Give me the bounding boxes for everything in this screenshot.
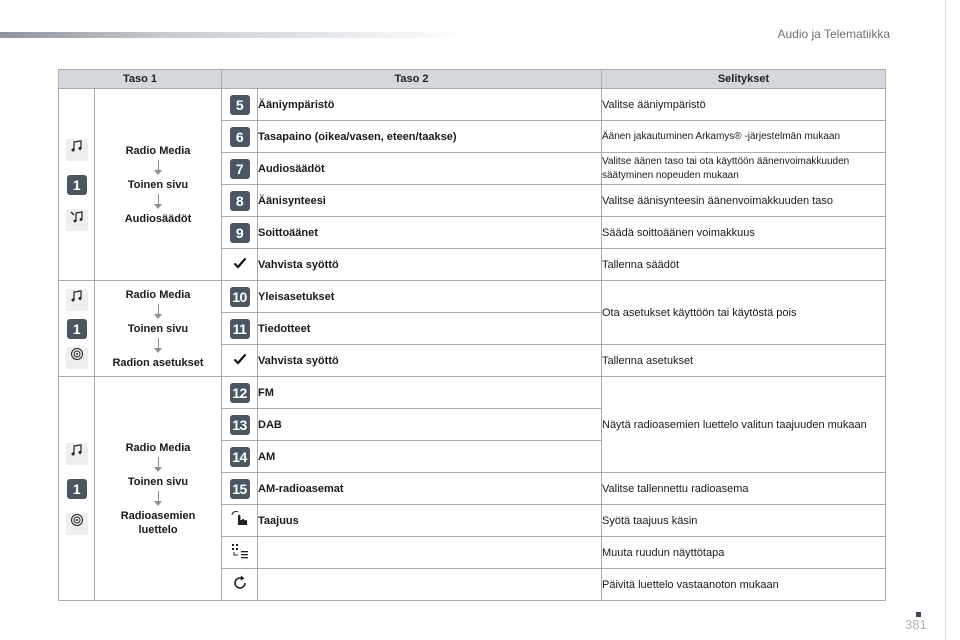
step-badge: 6 <box>230 127 250 147</box>
header-level2: Taso 2 <box>222 70 602 89</box>
table-header-row <box>59 70 886 89</box>
description: Muuta ruudun näyttötapa <box>602 537 886 569</box>
checkmark-icon <box>233 353 247 368</box>
header-level1: Taso 1 <box>59 70 222 89</box>
step-badge: 13 <box>230 415 250 435</box>
section-title: Audio ja Telematiikka <box>777 27 890 41</box>
step-badge: 12 <box>230 383 250 403</box>
level2-label: Yleisasetukset <box>258 281 602 313</box>
step-badge: 9 <box>230 223 250 243</box>
music-note-icon <box>66 443 88 465</box>
step-badge: 10 <box>230 287 250 307</box>
level2-label: DAB <box>258 409 602 441</box>
down-arrow-icon <box>95 336 221 356</box>
description: Tallenna asetukset <box>602 345 886 377</box>
level2-label: Audiosäädöt <box>258 153 602 185</box>
step-badge: 5 <box>230 95 250 115</box>
level2-label: Tiedotteet <box>258 313 602 345</box>
step-badge: 1 <box>67 175 87 195</box>
music-note-icon <box>66 289 88 311</box>
path-step: Toinen sivu <box>127 475 189 488</box>
path-step: Toinen sivu <box>127 178 189 191</box>
down-arrow-icon <box>95 455 221 475</box>
path-step: Radio Media <box>125 288 191 301</box>
level2-label <box>258 537 602 569</box>
description: Valitse tallennettu radioasema <box>602 473 886 505</box>
level2-label: AM-radioasemat <box>258 473 602 505</box>
step-badge: 1 <box>67 319 87 339</box>
description: Valitse äänisynteesin äänenvoimakkuuden taso <box>602 185 886 217</box>
path-step: Radio Media <box>125 144 191 157</box>
path-step: Radio Media <box>125 441 191 454</box>
radio-station-icon <box>66 513 88 535</box>
description: Näytä radioasemien luettelo valitun taajuuden mukaan <box>602 377 886 473</box>
step-badge: 15 <box>230 479 250 499</box>
level1-icons-cell <box>59 281 95 377</box>
step-badge: 7 <box>230 159 250 179</box>
path-step: Radioasemien luettelo <box>120 509 196 536</box>
path-step: Toinen sivu <box>127 322 189 335</box>
description: Syötä taajuus käsin <box>602 505 886 537</box>
path-step: Audiosäädöt <box>124 212 192 225</box>
tap-hand-icon <box>231 511 249 530</box>
refresh-icon <box>232 575 248 594</box>
description: Äänen jakautuminen Arkamys® -järjestelmän mukaan <box>602 121 886 153</box>
description: Valitse äänen taso tai ota käyttöön äänenvoimakkuuden säätyminen nopeuden mukaan <box>602 153 886 185</box>
path-step: Radion asetukset <box>112 356 204 369</box>
description: Ota asetukset käyttöön tai käytöstä pois <box>602 281 886 345</box>
level2-label: Tasapaino (oikea/vasen, eteen/taakse) <box>258 121 602 153</box>
level2-label: Vahvista syöttö <box>258 345 602 377</box>
table-row <box>59 281 886 313</box>
level1-icons-cell <box>59 89 95 281</box>
description: Säädä soittoäänen voimakkuus <box>602 217 886 249</box>
audio-settings-icon <box>66 209 88 231</box>
music-note-icon <box>66 139 88 161</box>
level2-label: Ääniympäristö <box>258 89 602 121</box>
level2-label: FM <box>258 377 602 409</box>
step-badge: 1 <box>67 479 87 499</box>
description: Päivitä luettelo vastaanoton mukaan <box>602 569 886 601</box>
settings-table <box>58 69 886 601</box>
table-row <box>59 377 886 409</box>
display-mode-icon <box>231 543 249 562</box>
step-badge: 8 <box>230 191 250 211</box>
description: Tallenna säädöt <box>602 249 886 281</box>
page-number: 381 <box>905 617 927 632</box>
down-arrow-icon <box>95 192 221 212</box>
level2-label: Vahvista syöttö <box>258 249 602 281</box>
level1-path-cell <box>95 89 222 281</box>
checkmark-icon <box>233 257 247 272</box>
level2-label: Taajuus <box>258 505 602 537</box>
table-row <box>59 89 886 121</box>
down-arrow-icon <box>95 158 221 178</box>
down-arrow-icon <box>95 302 221 322</box>
level1-path-cell <box>95 281 222 377</box>
level2-label <box>258 569 602 601</box>
level1-path-cell <box>95 377 222 601</box>
level2-label: Soittoäänet <box>258 217 602 249</box>
level1-icons-cell <box>59 377 95 601</box>
step-badge: 11 <box>230 319 250 339</box>
page-edge-line <box>945 0 946 640</box>
description: Valitse ääniympäristö <box>602 89 886 121</box>
header-descriptions: Selitykset <box>602 70 886 89</box>
radio-settings-icon <box>66 347 88 369</box>
level2-label: Äänisynteesi <box>258 185 602 217</box>
step-badge: 14 <box>230 447 250 467</box>
header-accent-bar <box>0 32 470 38</box>
level2-label: AM <box>258 441 602 473</box>
down-arrow-icon <box>95 489 221 509</box>
